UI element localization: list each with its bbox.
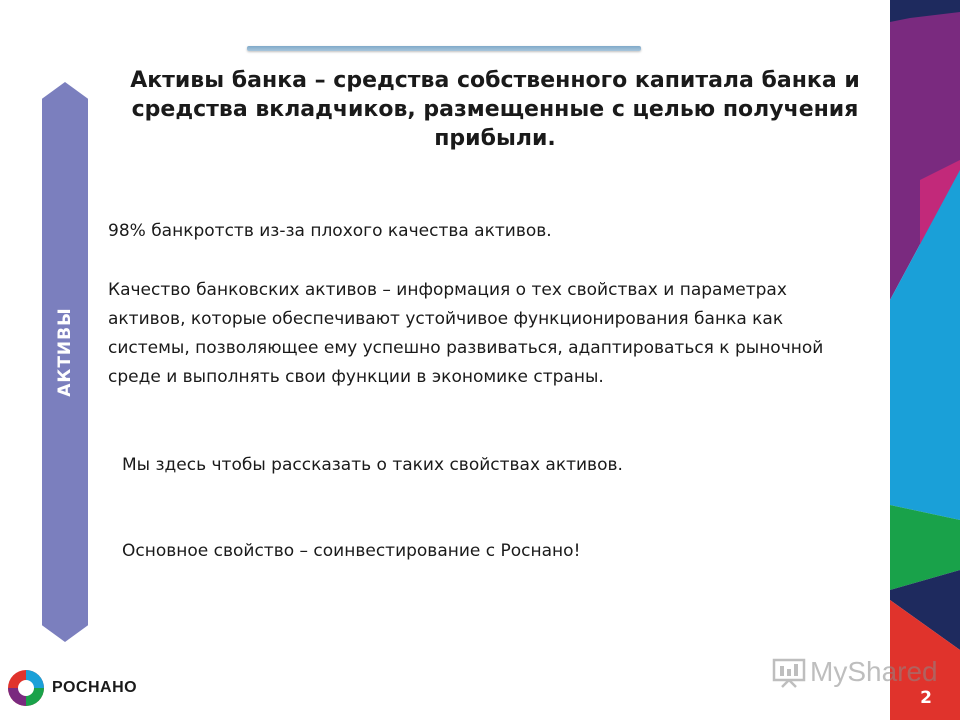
rosnano-logo-icon [6, 668, 46, 708]
key-property-statement: Основное свойство – соинвестирование с Роснано! [122, 541, 581, 561]
side-label: АКТИВЫ [55, 307, 75, 397]
watermark-text: MyShared [810, 656, 938, 687]
asset-quality-definition: Качество банковских активов – информация о тех свойствах и параметрах активов, которые обеспечивают устойчивое функционирования банка как системы, позволяющее ему успешно развиваться, адаптироваться к рыночной среде и выполнять свои функции в экономике страны. [108, 280, 824, 387]
purpose-statement: Мы здесь чтобы рассказать о таких свойствах активов. [122, 455, 623, 475]
watermark [772, 656, 938, 688]
presentation-board-icon [772, 656, 806, 688]
logo-text: РОСНАНО [52, 679, 138, 696]
rosnano-logo [6, 666, 137, 710]
bankruptcy-statement: 98% банкротств из-за плохого качества активов. [108, 221, 552, 241]
page-number: 2 [920, 688, 932, 708]
slide-title: Активы банка – средства собственного капитала банка и средства вкладчиков, размещенные с целью получения прибыли. [130, 68, 860, 151]
decorative-band [890, 0, 960, 720]
title-rule [247, 46, 641, 51]
